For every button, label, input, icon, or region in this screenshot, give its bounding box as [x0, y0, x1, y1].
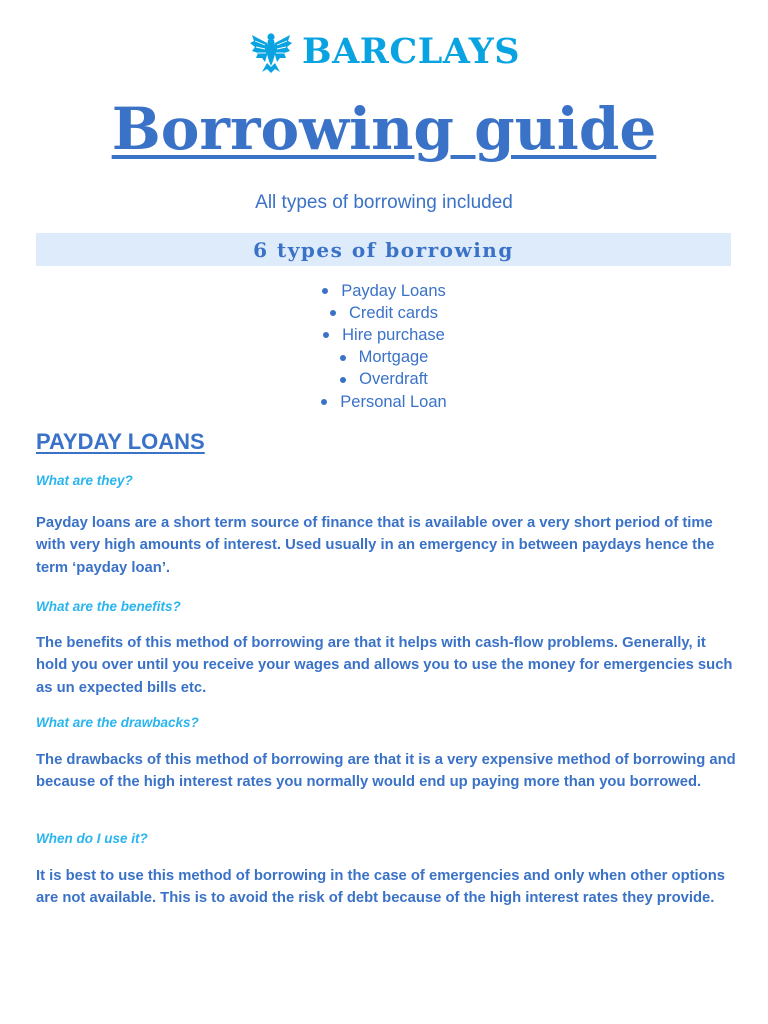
bullet-icon: [340, 355, 346, 361]
list-item-label: Credit cards: [349, 303, 438, 322]
bullet-icon: [322, 288, 328, 294]
list-item-label: Payday Loans: [341, 281, 446, 300]
bullet-icon: [330, 310, 336, 316]
types-list: [0, 280, 768, 413]
eagle-icon: [248, 31, 294, 73]
section-heading-payday-loans: PAYDAY LOANS: [36, 429, 205, 454]
brand-wordmark: BARCLAYS: [302, 31, 520, 72]
list-item: [0, 280, 768, 302]
question-benefits: What are the benefits?: [36, 599, 181, 614]
bullet-icon: [321, 399, 327, 405]
answer-what-are-they: Payday loans are a short term source of finance that is available over a very short period of time with very high amounts of interest. Used usually in an emergency in between paydays hence the term ‘payday loan’.: [36, 515, 715, 576]
list-item: [0, 391, 768, 413]
list-item-label: Overdraft: [359, 370, 428, 389]
list-item-label: Personal Loan: [340, 392, 447, 411]
bullet-icon: [340, 377, 346, 383]
list-item-label: Mortgage: [358, 348, 429, 367]
list-item: [0, 369, 768, 391]
types-heading-band: [36, 233, 731, 266]
list-item: [0, 324, 768, 346]
page-subtitle: All types of borrowing included: [255, 192, 513, 213]
list-item: [0, 347, 768, 369]
question-drawbacks: What are the drawbacks?: [36, 715, 199, 730]
bullet-icon: [323, 332, 329, 338]
answer-when-to-use: It is best to use this method of borrowing in the case of emergencies and only when other options are not available. This is to avoid the risk of debt because of the high interest rates they provide.: [36, 868, 725, 907]
question-what-are-they: What are they?: [36, 473, 133, 488]
types-heading: 6 types of borrowing: [253, 237, 514, 262]
answer-benefits: The benefits of this method of borrowing are that it helps with cash-flow problems. Generally, it hold you over until you receive your wages and allows you to use the money for emergencies such as un expected bills etc.: [36, 635, 733, 696]
list-item: [0, 302, 768, 324]
list-item-label: Hire purchase: [342, 325, 445, 344]
page-title: Borrowing guide: [111, 95, 657, 163]
question-when-to-use: When do I use it?: [36, 831, 148, 846]
answer-drawbacks: The drawbacks of this method of borrowing are that it is a very expensive method of borrowing and because of the high interest rates you normally would end up paying more than you borrowed.: [36, 752, 736, 791]
barclays-logo: [0, 30, 768, 74]
